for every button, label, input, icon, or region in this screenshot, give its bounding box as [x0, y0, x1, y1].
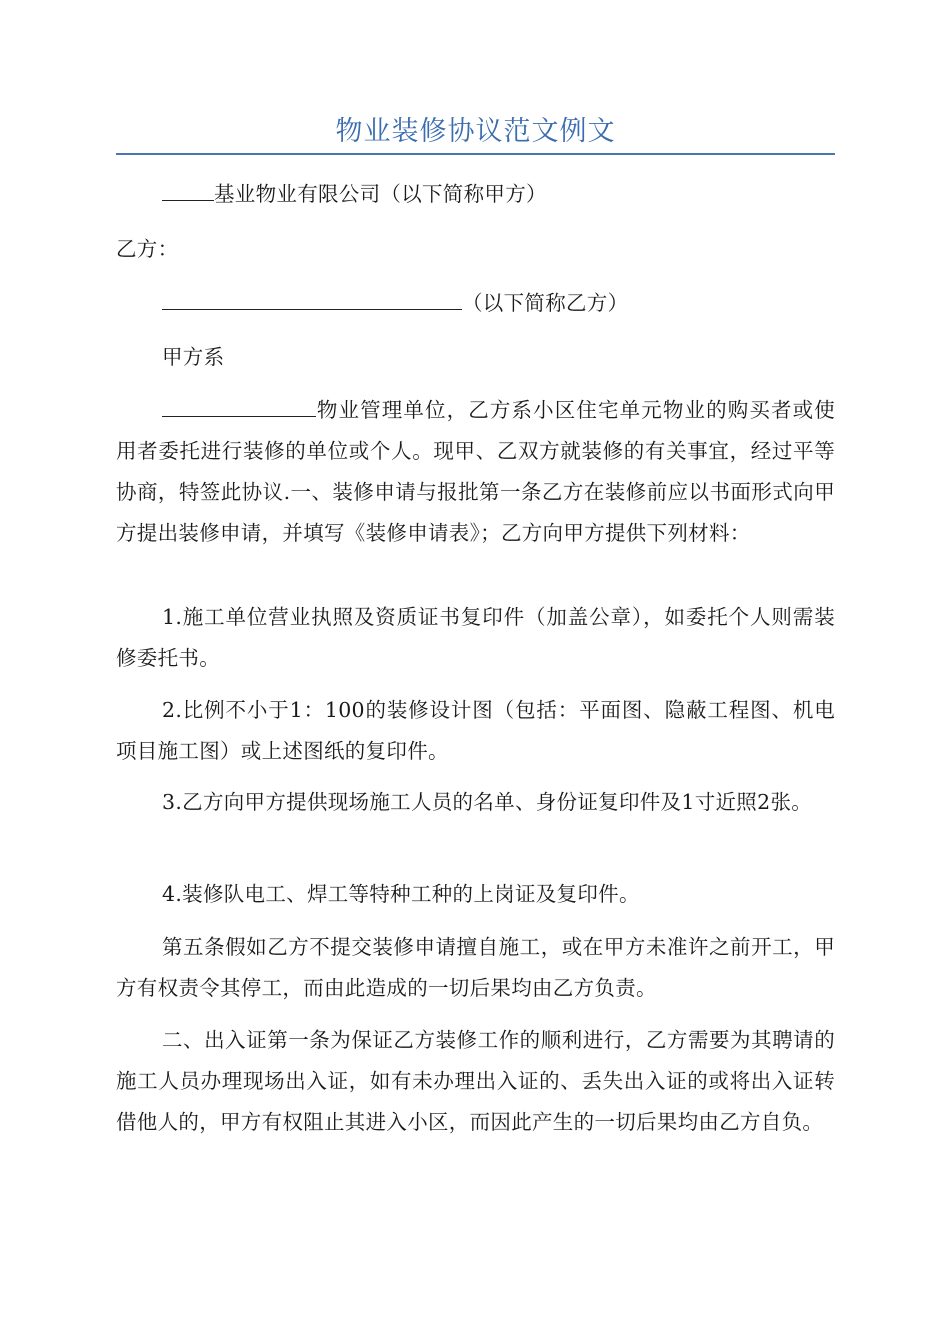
document-title: 物业装修协议范文例文	[335, 116, 616, 147]
list-item: 1.施工单位营业执照及资质证书复印件（加盖公章），如委托个人则需装修委托书。	[116, 605, 835, 670]
intro-paragraph	[116, 390, 835, 554]
list-item: 3.乙方向甲方提供现场施工人员的名单、身份证复印件及1寸近照2张。	[162, 790, 813, 814]
list-item: 4.装修队电工、焊工等特种工种的上岗证及复印件。	[162, 882, 640, 906]
party-a-role: 甲方系	[162, 345, 225, 369]
blank-line	[162, 182, 214, 201]
party-b-label: 乙方：	[116, 237, 179, 261]
list-item: 2.比例不小于1：100的装修设计图（包括：平面图、隐蔽工程图、机电项目施工图）或上述图纸的复印件。	[116, 698, 835, 763]
party-b-text: （以下简称乙方）	[462, 291, 629, 315]
section-two-paragraph: 二、出入证第一条为保证乙方装修工作的顺利进行，乙方需要为其聘请的施工人员办理现场出入证，如有未办理出入证的、丢失出入证的或将出入证转借他人的，甲方有权阻止其进入小区，而因此产生的一切后果均由乙方自负。	[116, 1028, 835, 1134]
blank-line	[162, 291, 462, 310]
party-a-paragraph	[116, 174, 835, 215]
party-b-paragraph	[116, 283, 835, 324]
blank-line	[162, 398, 316, 417]
intro-text: 物业管理单位，乙方系小区住宅单元物业的购买者或使用者委托进行装修的单位或个人。现甲、乙双方就装修的有关事宜，经过平等协商，特签此协议.一、装修申请与报批第一条乙方在装修前应以书面形式向甲方提出装修申请，并填写《装修申请表》；乙方向甲方提供下列材料：	[116, 398, 835, 545]
article-five-paragraph: 第五条假如乙方不提交装修申请擅自施工，或在甲方未准许之前开工，甲方有权责令其停工，而由此造成的一切后果均由乙方负责。	[116, 935, 835, 1000]
title-underline	[116, 153, 835, 155]
party-a-text: 基业物业有限公司（以下简称甲方）	[214, 182, 547, 206]
